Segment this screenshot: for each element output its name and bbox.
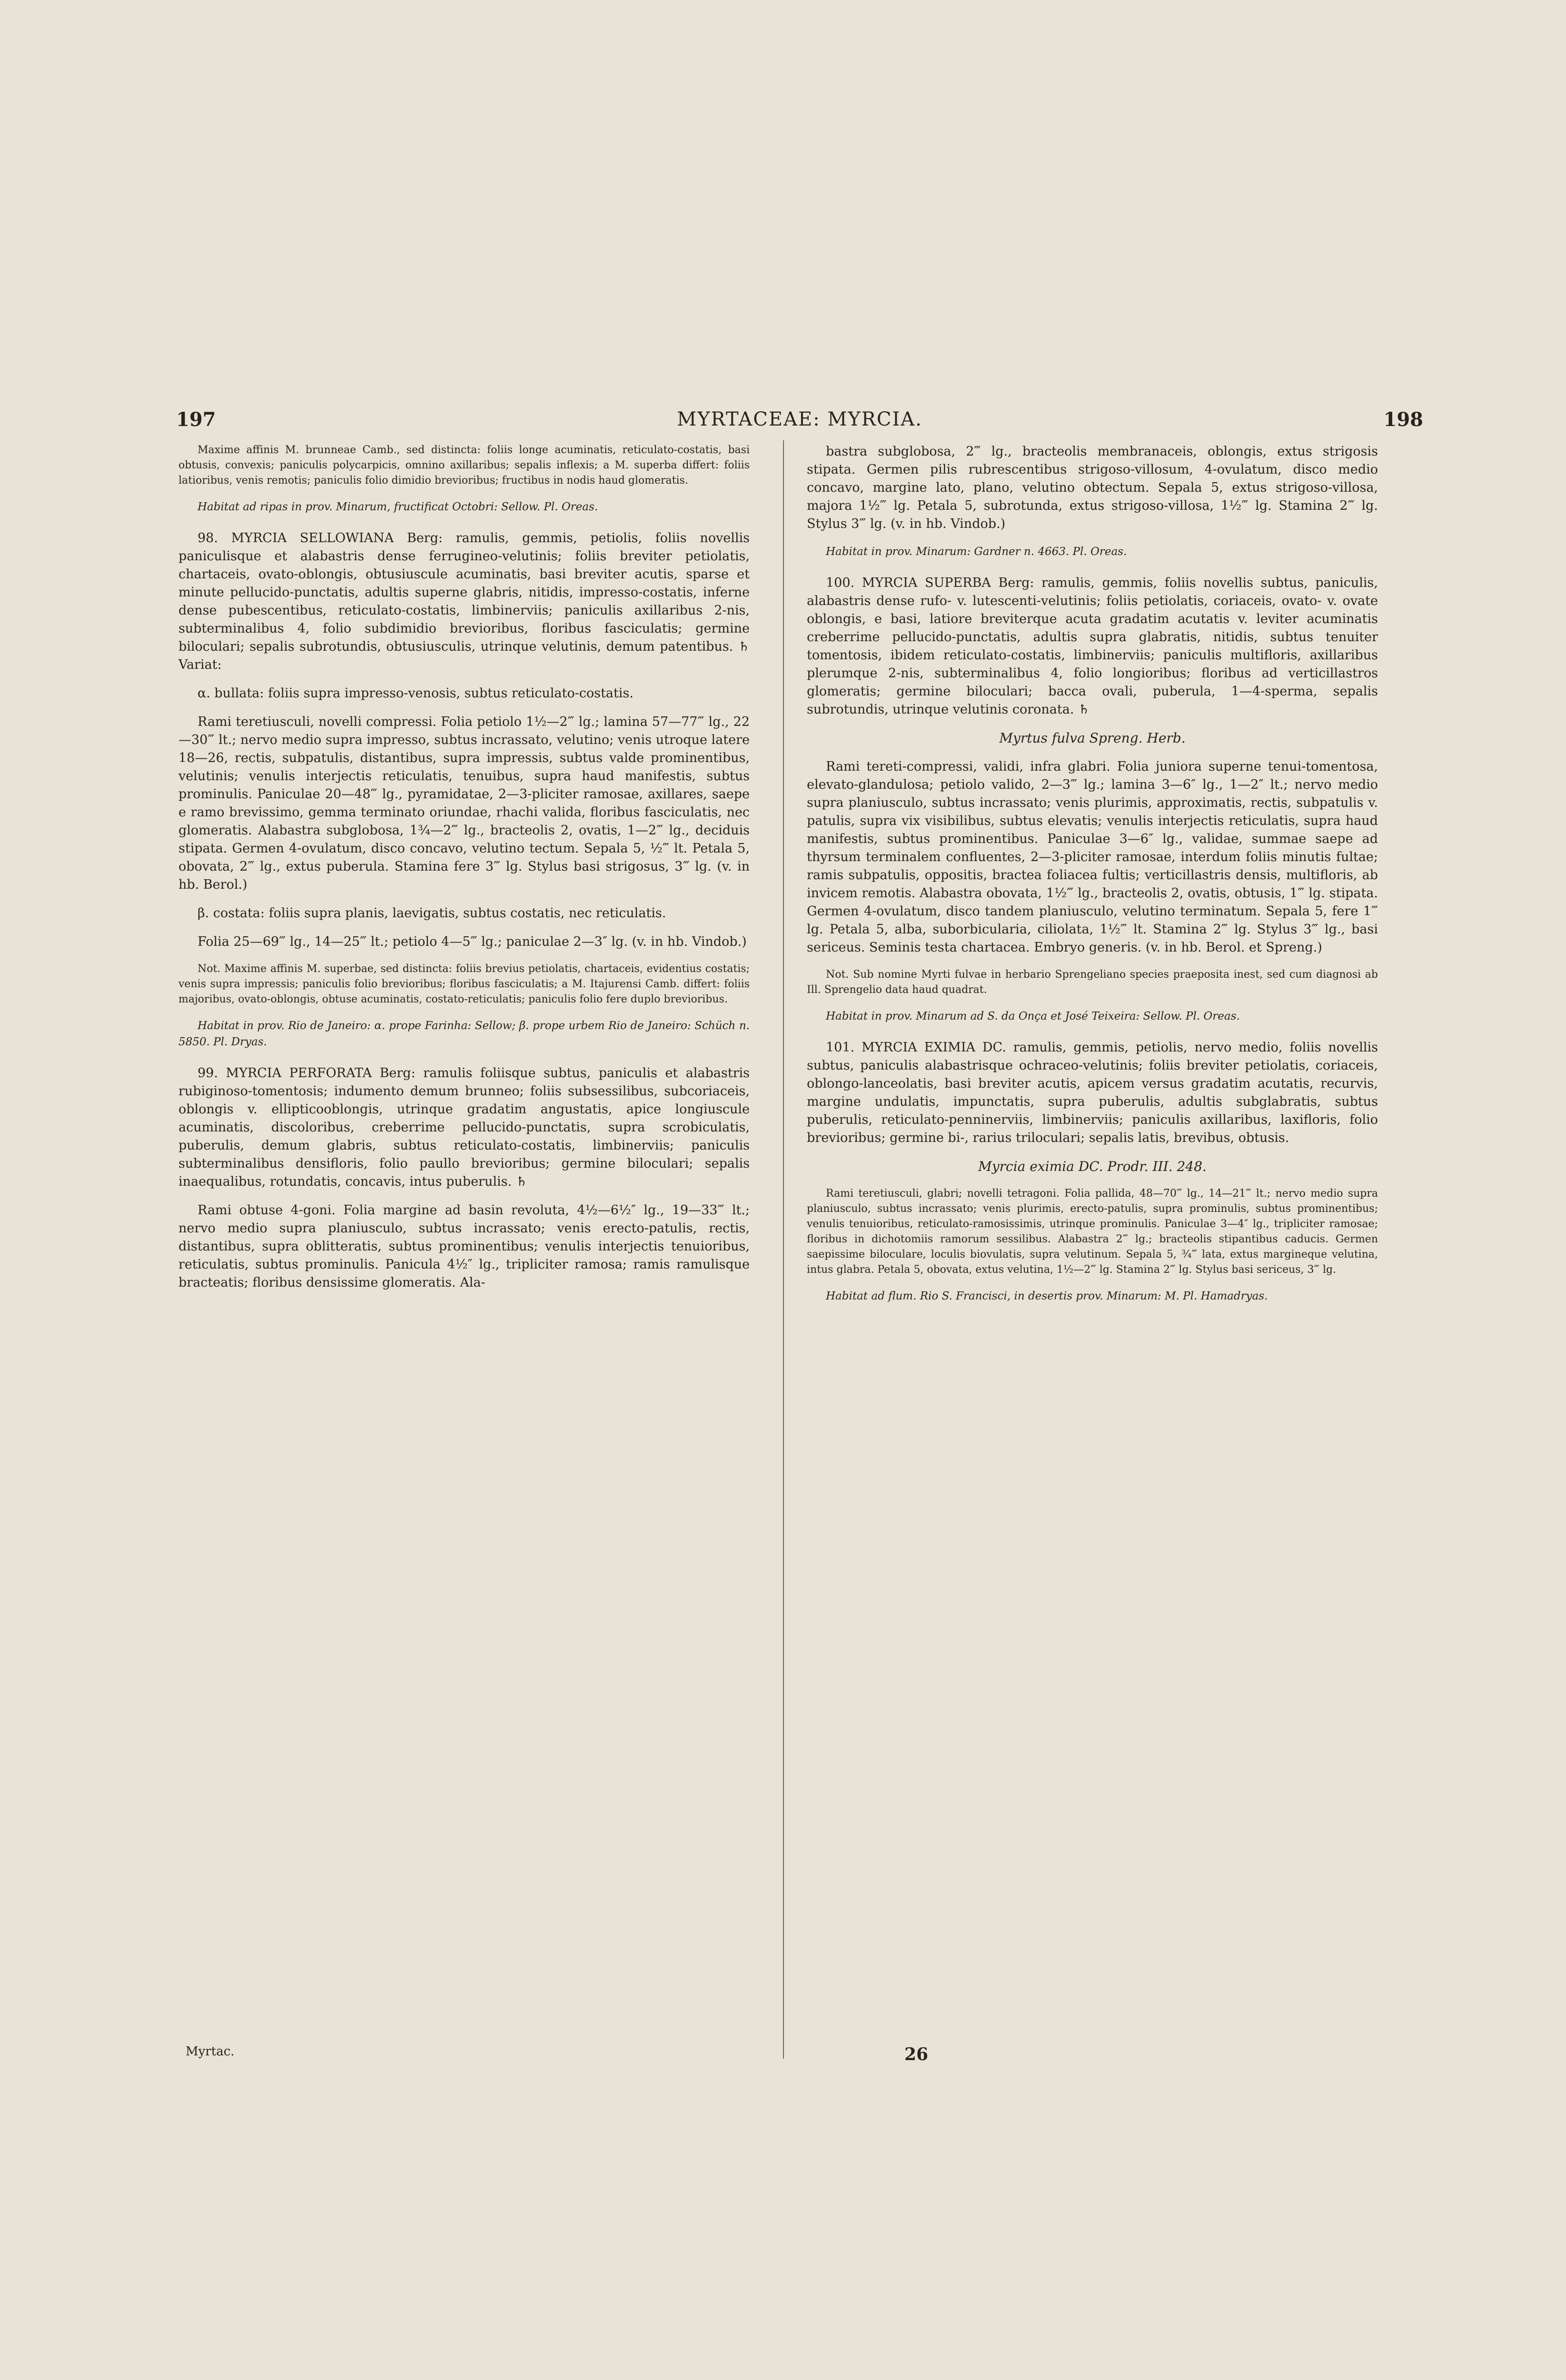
species-99-description-continued: bastra subglobosa, 2‴ lg., bracteolis membranaceis, oblongis, extus strigosis stipata. Germen pilis rubrescentibus strigoso-villosum, 4-ovulatum, disco medio concavo, margine lato, plano, velutino obtectum. Sepala 5, extus strigoso-villosa, majora 1½‴ lg. Petala 5, subrotunda, extus strigoso-villosa, 1½‴ lg. Stamina 2‴ lg. Stylus 3‴ lg. (v. in hb. Vindob.) xyxy=(807,444,1378,531)
note-paragraph: Not. Sub nomine Myrti fulvae in herbario Sprengeliano species praeposita inest, sed cum diagnosi ab Ill. Sprengelio data haud quadrat. xyxy=(807,969,1378,996)
variety-alpha-description: Rami teretiusculi, novelli compressi. Folia petiolo 1½—2‴ lg.; lamina 57—77‴ lg., 22—30‴ lt.; nervo medio supra impresso, subtus incrassato, velutino; venis utroque latere 18—26, rectis, subpatulis, distantibus, supra impressis, subtus valde prominentibus, velutinis; venulis interjectis reticulatis, tenuibus, supra haud manifestis, subtus prominulis. Paniculae 20—48‴ lg., pyramidatae, 2—3-pliciter ramosae, axillares, saepe e ramo brevissimo, gemma terminato oriundae, rhachi valida, floribus fasciculatis, nec glomeratis. Alabastra subglobosa, 1¾—2‴ lg., bracteolis 2, ovatis, 1—2‴ lg., deciduis stipata. Germen 4-ovulatum, disco concavo, velutino tectum. Sepala 5, ½‴ lt. Petala 5, obovata, 2‴ lg., extus puberula. Stamina fere 3‴ lg. Stylus basi strigosus, 3‴ lg. (v. in hb. Berol.) xyxy=(178,714,750,892)
signature-mark: Myrtac. xyxy=(186,2044,235,2059)
right-column xyxy=(807,443,1378,1304)
synonym-line: Myrcia eximia DC. Prodr. III. 248. xyxy=(978,1159,1207,1174)
page-number-left: 197 xyxy=(176,408,216,431)
species-101-description: Rami teretiusculi, glabri; novelli tetragoni. Folia pallida, 48—70‴ lg., 14—21‴ lt.; nervo medio supra planiusculo, subtus incrassato; venis plurimis, erecto-patulis, supra prominulis, subtus prominentibus; venulis tenuioribus, reticulato-ramosissimis, utrinque prominulis. Paniculae 3—4″ lg., tripliciter ramosae; floribus in dichotomiis ramorum sessilibus. Alabastra 2‴ lg.; bracteolis stipantibus caducis. Germen saepissime biloculare, loculis biovulatis, supra velutinum. Sepala 5, ¾‴ lata, extus margineque velutina, intus glabra. Petala 5, obovata, extus velutina, 1½—2‴ lg. Stamina 2‴ lg. Stylus basi sericeus, 3‴ lg. xyxy=(807,1188,1378,1276)
synonym-line: Myrtus fulva Spreng. Herb. xyxy=(999,730,1186,746)
species-98-diagnosis: 98. MYRCIA SELLOWIANA Berg: ramulis, gemmis, petiolis, foliis novellis paniculisque et alabastris dense ferrugineo-velutinis; foliis breviter petiolatis, chartaceis, ovato-oblongis, obtusiuscule acuminatis, basi breviter acutis, sparse et minute pellucido-punctatis, adultis superne glabris, nitidis, impresso-costatis, inferne dense pubescentibus, reticulato-costatis, limbinerviis; paniculis axillaribus 2-nis, subterminalibus 4, folio subdimidio brevioribus, floribus fasciculatis; germine biloculari; sepalis subrotundis, obtusiusculis, utrinque velutinis, demum patentibus. ♄ Variat: xyxy=(178,531,750,672)
habitat-line: Habitat in prov. Rio de Janeiro: α. prope Farinha: Sellow; β. prope urbem Rio de Janeiro: Schüch n. 5850. Pl. Dryas. xyxy=(178,1020,750,1048)
page-header xyxy=(176,408,1423,437)
note-paragraph: Not. Maxime affinis M. superbae, sed distincta: foliis brevius petiolatis, chartaceis, evidentius costatis; venis supra impressis; paniculis folio brevioribus; floribus fasciculatis; a M. Itajurensi Camb. differt: foliis majoribus, ovato-oblongis, obtuse acuminatis, costato-reticulatis; paniculis folio fere duplo brevioribus. xyxy=(178,963,750,1005)
left-column xyxy=(178,443,750,1292)
habitat-line: Habitat ad flum. Rio S. Francisci, in desertis prov. Minarum: M. Pl. Hamadryas. xyxy=(826,1290,1268,1302)
sheet-number: 26 xyxy=(904,2044,929,2064)
variety-beta-description: Folia 25—69‴ lg., 14—25‴ lt.; petiolo 4—5‴ lg.; paniculae 2—3″ lg. (v. in hb. Vindob.) xyxy=(198,934,747,949)
species-100-description: Rami tereti-compressi, validi, infra glabri. Folia juniora superne tenui-tomentosa, elevato-glandulosa; petiolo valido, 2—3‴ lg.; lamina 3—6″ lg., 1—2″ lt.; nervo medio supra planiusculo, subtus incrassato; venis plurimis, approximatis, rectis, subpatulis v. patulis, supra vix visibilibus, subtus elevatis; venulis interjectis reticulatis, supra haud manifestis, subtus prominentibus. Paniculae 3—6″ lg., validae, summae saepe ad thyrsum terminalem confluentes, 2—3-pliciter ramosae, interdum foliis minutis fultae; ramis subpatulis, oppositis, bractea foliacea fultis; verticillastris densis, multifloris, ab invicem remotis. Alabastra obovata, 1½‴ lg., bracteolis 2, ovatis, obtusis, 1‴ lg. stipata. Germen 4-ovulatum, disco tandem planiusculo, velutino terminatum. Sepala 5, fere 1‴ lg. Petala 5, alba, suborbicularia, ciliolata, 1½‴ lt. Stamina 2‴ lg. Stylus 3‴ lg., basi sericeus. Seminis testa chartacea. Embryo generis. (v. in hb. Berol. et Spreng.) xyxy=(807,759,1378,955)
column-divider xyxy=(783,440,784,2059)
variety-alpha: α. bullata: foliis supra impresso-venosis, subtus reticulato-costatis. xyxy=(198,686,634,701)
species-100-diagnosis: 100. MYRCIA SUPERBA Berg: ramulis, gemmis, foliis novellis subtus, paniculis, alabastris dense rufo- v. lutescenti-velutinis; foliis petiolatis, coriaceis, ovato- v. ovate oblongis, e basi, latiore breviterque acuta gradatim acutatis v. leviter acuminatis creberrime pellucido-punctatis, adultis supra glabratis, nitidis, subtus tenuiter tomentosis, ibidem reticulato-costatis, limbinerviis; paniculis multifloris, axillaribus plerumque 2-nis, subterminalibus 4, folio longioribus; floribus ad verticillastros glomeratis; germine biloculari; bacca ovali, puberula, 1—4-sperma, sepalis subrotundis, utrinque velutinis coronata. ♄ xyxy=(807,575,1378,717)
species-99-diagnosis: 99. MYRCIA PERFORATA Berg: ramulis foliisque subtus, paniculis et alabastris rubiginoso-tomentosis; indumento demum brunneo; foliis subsessilibus, subcoriaceis, oblongis v. ellipticooblongis, utrinque gradatim angustatis, apice longiuscule acuminatis, discoloribus, creberrime pellucido-punctatis, supra scrobiculatis, puberulis, demum glabris, subtus reticulato-costatis, limbinerviis; paniculis subterminalibus densifloris, folio paullo brevioribus; germine biloculari; sepalis inaequalibus, rotundatis, concavis, intus puberulis. ♄ xyxy=(178,1066,750,1189)
habitat-line: Habitat in prov. Minarum ad S. da Onça et José Teixeira: Sellow. Pl. Oreas. xyxy=(826,1010,1240,1022)
habitat-line: Habitat in prov. Minarum: Gardner n. 4663. Pl. Oreas. xyxy=(826,545,1127,558)
species-101-diagnosis: 101. MYRCIA EXIMIA DC. ramulis, gemmis, petiolis, nervo medio, foliis novellis subtus, paniculis alabastrisque ochraceo-velutinis; foliis breviter petiolatis, coriaceis, oblongo-lanceolatis, basi breviter acutis, apicem versus gradatim acutatis, recurvis, margine undulatis, impunctatis, supra puberulis, adultis subglabratis, subtus puberulis, reticulato-penninerviis, limbinerviis; paniculis axillaribus, laxifloris, folio brevioribus; germine bi-, rarius triloculari; sepalis latis, brevibus, obtusis. xyxy=(807,1040,1378,1145)
habitat-line: Habitat ad ripas in prov. Minarum, fructificat Octobri: Sellow. Pl. Oreas. xyxy=(198,501,598,513)
species-99-description: Rami obtuse 4-goni. Folia margine ad basin revoluta, 4½—6½″ lg., 19—33‴ lt.; nervo medio supra planiusculo, subtus incrassato; venis erecto-patulis, rectis, distantibus, supra oblitteratis, subtus prominentibus; venulis interjectis tenuioribus, reticulatis, subtus prominulis. Panicula 4½″ lg., tripliciter ramosa; ramis ramulisque bracteatis; floribus densissime glomeratis. Ala- xyxy=(178,1203,750,1290)
running-title: MYRTACEAE: MYRCIA. xyxy=(677,408,922,430)
variety-beta: β. costata: foliis supra planis, laevigatis, subtus costatis, nec reticulatis. xyxy=(198,906,666,921)
note-paragraph: Maxime affinis M. brunneae Camb., sed distincta: foliis longe acuminatis, reticulato-costatis, basi obtusis, convexis; paniculis polycarpicis, omnino axillaribus; sepalis inflexis; a M. superba differt: foliis latioribus, venis remotis; paniculis folio dimidio brevioribus; fructibus in nodis haud glomeratis. xyxy=(178,444,750,486)
page-number-right: 198 xyxy=(1383,408,1423,431)
